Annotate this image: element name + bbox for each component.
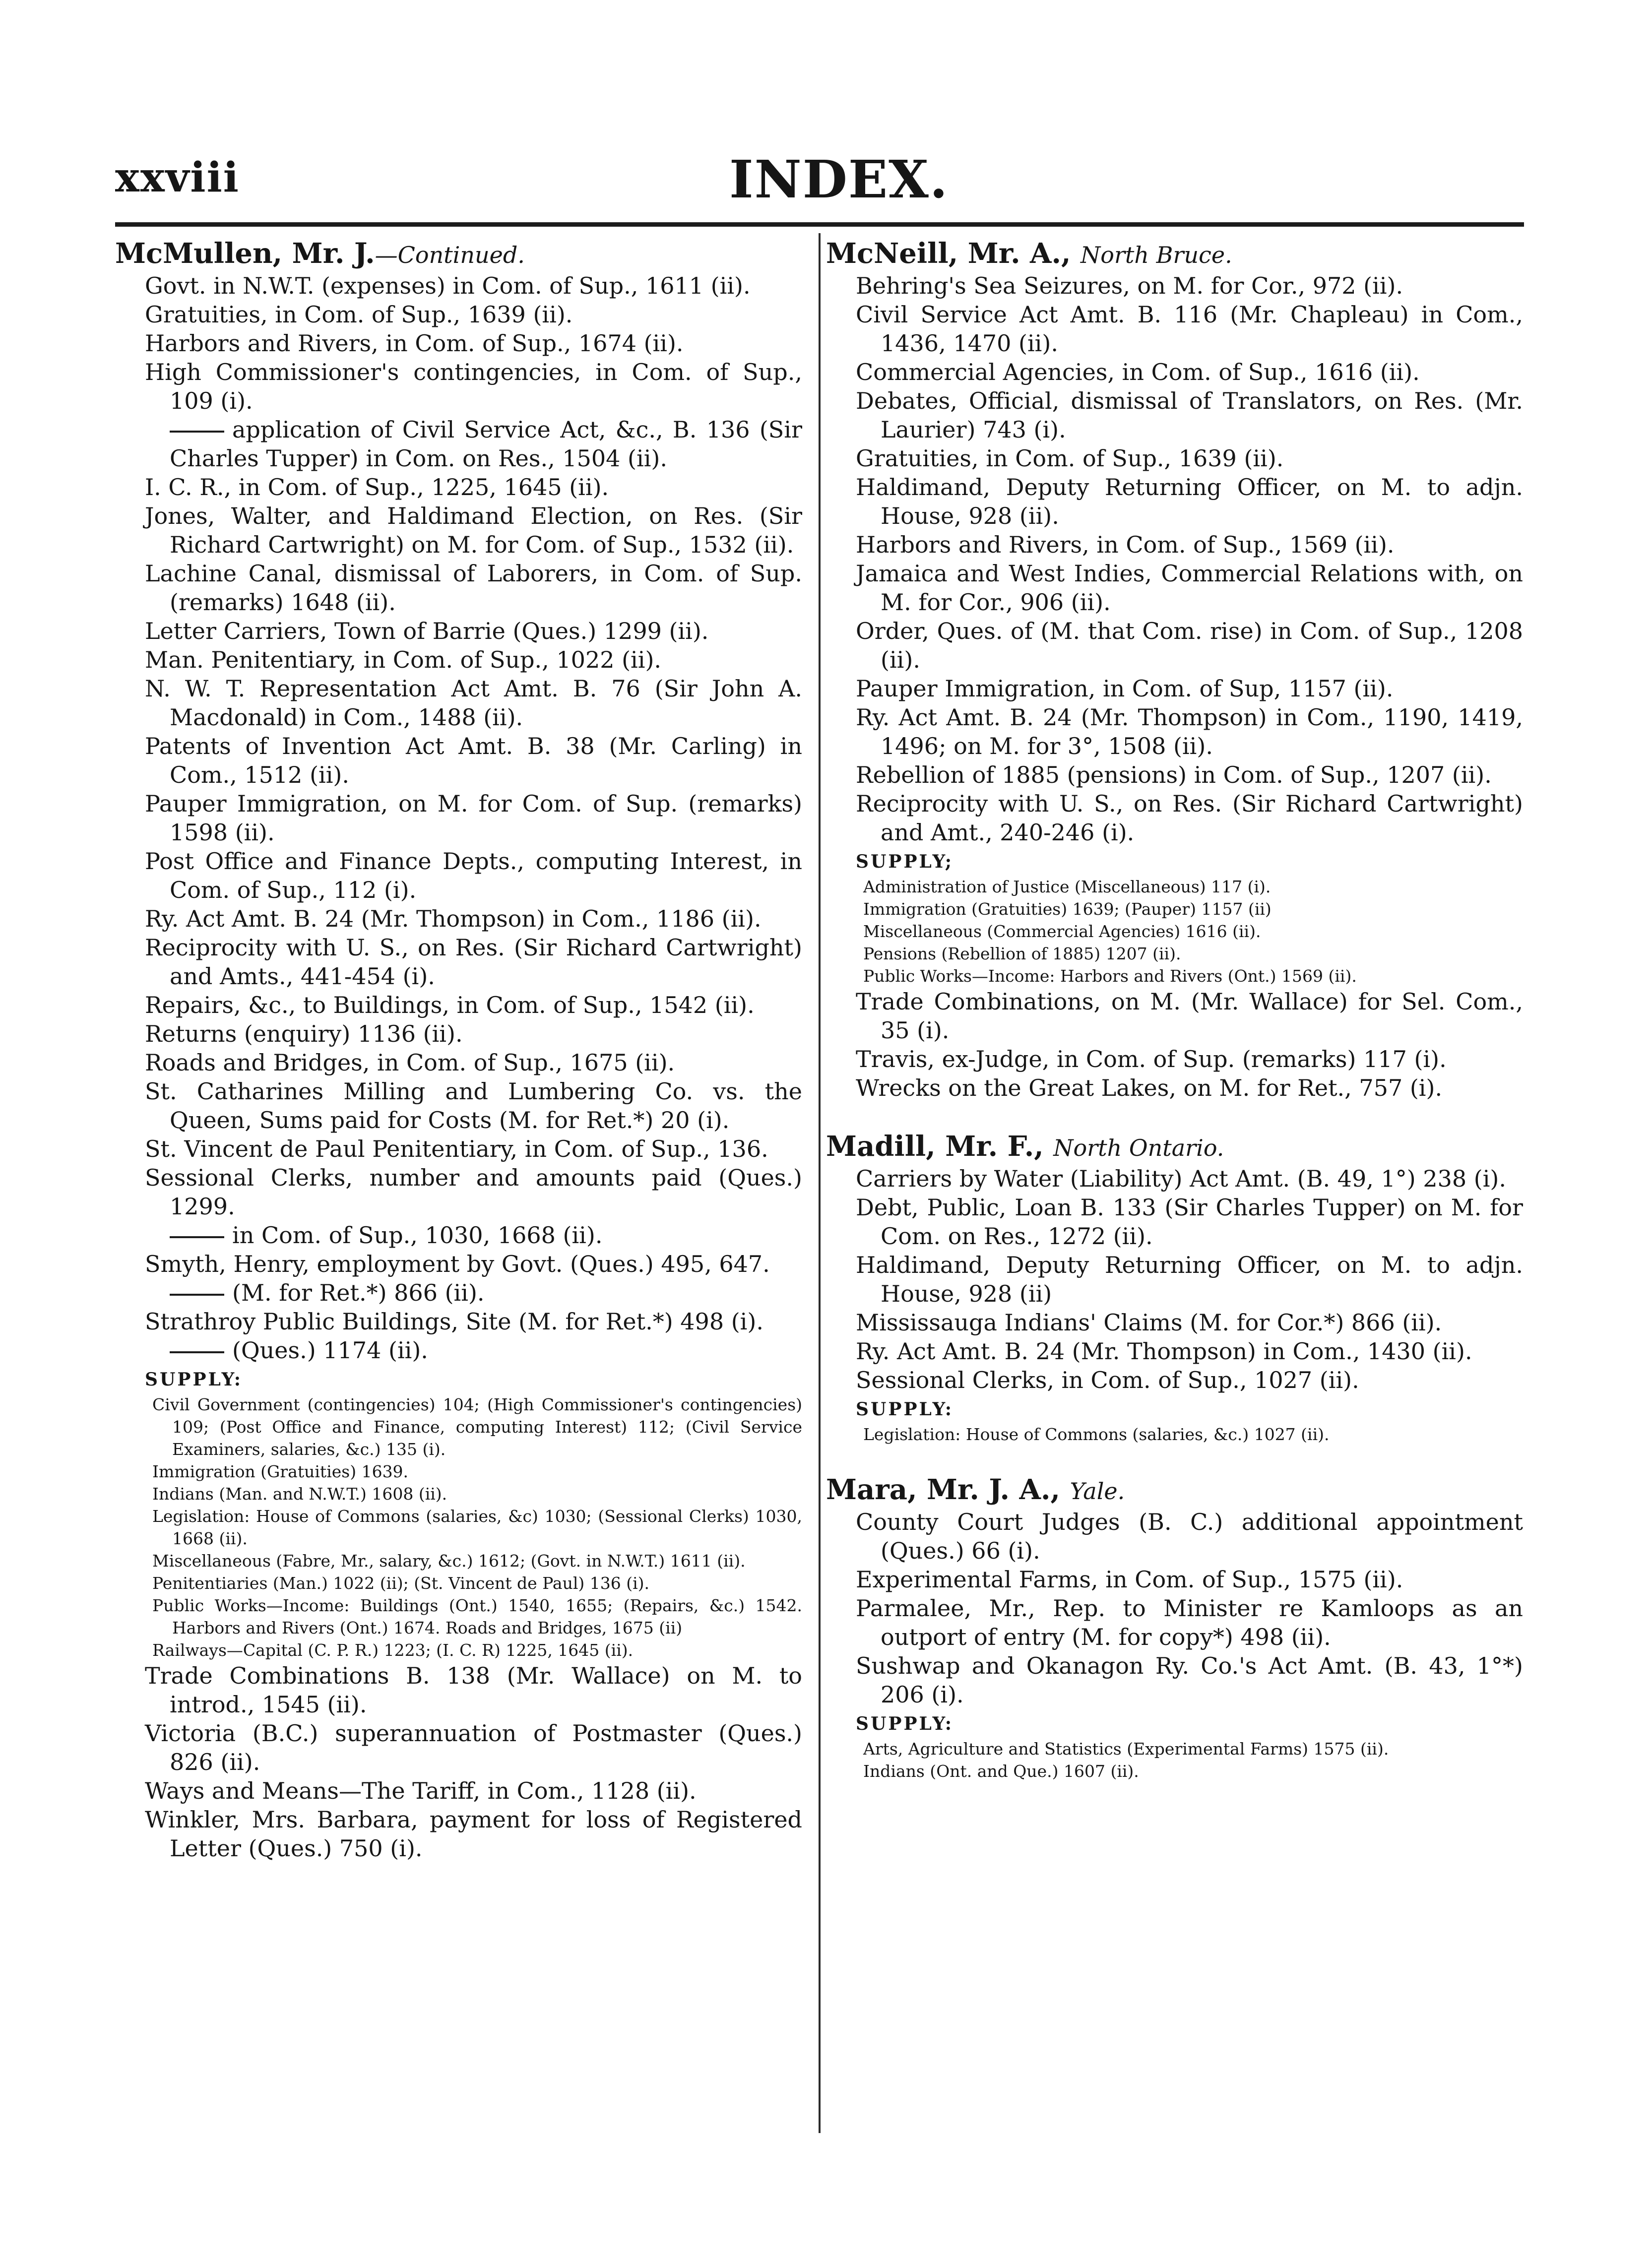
supply-entry: Public Works—Income: Buildings (Ont.) 1540, 1655; (Repairs, &c.) 1542. Harbors and Rivers (Ont.) 1674. Roads and Bridges, 1675 (ii) <box>152 1596 802 1637</box>
index-entry: St. Catharines Milling and Lumbering Co. vs. the Queen, Sums paid for Costs (M. for Ret.*) 20 (i). <box>145 1078 802 1134</box>
index-entry: Roads and Bridges, in Com. of Sup., 1675 (ii). <box>145 1049 675 1076</box>
supply-entry: Civil Government (contingencies) 104; (High Commissioner's contingencies) 109; (Post Office and Finance, computing Interest) 112; (Civil Service Examiners, salaries, &c.) 135 (i). <box>152 1395 802 1459</box>
supply-entry: Indians (Man. and N.W.T.) 1608 (ii). <box>152 1484 447 1504</box>
supply-heading: SUPPLY; <box>856 851 954 872</box>
index-entry: Wrecks on the Great Lakes, on M. for Ret., 757 (i). <box>856 1074 1443 1101</box>
supply-entry: Immigration (Gratuities) 1639; (Pauper) 1157 (ii) <box>863 899 1271 919</box>
index-entry: Jamaica and West Indies, Commercial Relations with, on M. for Cor., 906 (ii). <box>856 560 1523 616</box>
index-entry: Repairs, &c., to Buildings, in Com. of Sup., 1542 (ii). <box>145 992 755 1018</box>
entry-text: (Ques.) 1174 (ii). <box>232 1337 428 1364</box>
supply-entry: Arts, Agriculture and Statistics (Experimental Farms) 1575 (ii). <box>863 1739 1389 1759</box>
index-entry-continuation <box>115 1221 802 1250</box>
member-name: McMullen, Mr. J. <box>115 237 375 270</box>
index-entry: St. Vincent de Paul Penitentiary, in Com. of Sup., 136. <box>145 1135 768 1162</box>
index-entry: Trade Combinations B. 138 (Mr. Wallace) on M. to introd., 1545 (ii). <box>145 1662 802 1718</box>
index-entry: Harbors and Rivers, in Com. of Sup., 1674 (ii). <box>145 330 684 357</box>
index-entry-continuation <box>115 1336 802 1365</box>
right-column <box>826 237 1523 1782</box>
member-heading <box>826 1473 1523 1508</box>
supply-entry: Railways—Capital (C. P. R.) 1223; (I. C. R) 1225, 1645 (ii). <box>152 1640 634 1660</box>
member-constituency: North Bruce. <box>1080 242 1232 268</box>
index-entry: Reciprocity with U. S., on Res. (Sir Richard Cartwright) and Amts., 441-454 (i). <box>145 934 802 990</box>
index-entry: Pauper Immigration, in Com. of Sup, 1157 (ii). <box>856 675 1394 702</box>
supply-heading: SUPPLY: <box>856 1399 954 1420</box>
ditto-dash <box>170 1294 224 1296</box>
index-entry: Strathroy Public Buildings, Site (M. for Ret.*) 498 (i). <box>145 1308 763 1335</box>
entry-text: in Com. of Sup., 1030, 1668 (ii). <box>232 1222 603 1249</box>
index-entry: Victoria (B.C.) superannuation of Postmaster (Ques.) 826 (ii). <box>145 1720 802 1775</box>
index-entry: Post Office and Finance Depts., computing Interest, in Com. of Sup., 112 (i). <box>145 848 802 903</box>
supply-entry: Miscellaneous (Commercial Agencies) 1616 (ii). <box>863 922 1261 941</box>
index-entry: Man. Penitentiary, in Com. of Sup., 1022 (ii). <box>145 646 662 673</box>
index-entry: Ways and Means—The Tariff, in Com., 1128 (ii). <box>145 1777 697 1804</box>
index-entry: Sessional Clerks, in Com. of Sup., 1027 (ii). <box>856 1367 1359 1393</box>
supply-entry: Immigration (Gratuities) 1639. <box>152 1462 409 1481</box>
member-name: Mara, Mr. J. A., <box>826 1473 1060 1506</box>
page-number: xxviii <box>115 154 240 201</box>
supply-entry: Administration of Justice (Miscellaneous) 117 (i). <box>863 877 1271 896</box>
index-entry: N. W. T. Representation Act Amt. B. 76 (Sir John A. Macdonald) in Com., 1488 (ii). <box>145 675 802 731</box>
index-entry: Ry. Act Amt. B. 24 (Mr. Thompson) in Com., 1430 (ii). <box>856 1338 1472 1365</box>
index-entry: Lachine Canal, dismissal of Laborers, in Com. of Sup. (remarks) 1648 (ii). <box>145 560 802 616</box>
index-entry: Sessional Clerks, number and amounts paid (Ques.) 1299. <box>145 1164 802 1220</box>
index-entry: Jones, Walter, and Haldimand Election, on Res. (Sir Richard Cartwright) on M. for Com. of Sup., 1532 (ii). <box>145 503 802 558</box>
index-entry: Order, Ques. of (M. that Com. rise) in Com. of Sup., 1208 (ii). <box>856 618 1523 673</box>
index-entry: Ry. Act Amt. B. 24 (Mr. Thompson) in Com., 1186 (ii). <box>145 905 762 932</box>
index-entry: County Court Judges (B. C.) additional appointment (Ques.) 66 (i). <box>856 1509 1523 1564</box>
supply-entry: Penitentiaries (Man.) 1022 (ii); (St. Vincent de Paul) 136 (i). <box>152 1574 650 1593</box>
index-entry: Smyth, Henry, employment by Govt. (Ques.) 495, 647. <box>145 1251 770 1277</box>
index-entry: Winkler, Mrs. Barbara, payment for loss of Registered Letter (Ques.) 750 (i). <box>145 1806 802 1862</box>
supply-heading: SUPPLY: <box>856 1713 954 1734</box>
supply-entry: Legislation: House of Commons (salaries, &c.) 1027 (ii). <box>863 1425 1330 1444</box>
index-entry-continuation <box>115 415 802 473</box>
index-entry: Returns (enquiry) 1136 (ii). <box>145 1020 463 1047</box>
index-entry: I. C. R., in Com. of Sup., 1225, 1645 (ii). <box>145 474 609 501</box>
index-entry: Pauper Immigration, on M. for Com. of Sup. (remarks) 1598 (ii). <box>145 790 802 846</box>
member-constituency: North Ontario. <box>1053 1134 1224 1161</box>
supply-entry: Legislation: House of Commons (salaries, &c) 1030; (Sessional Clerks) 1030, 1668 (ii). <box>152 1507 802 1548</box>
member-continued: —Continued. <box>375 242 525 268</box>
index-entry: Civil Service Act Amt. B. 116 (Mr. Chapleau) in Com., 1436, 1470 (ii). <box>856 301 1523 357</box>
index-entry: Parmalee, Mr., Rep. to Minister re Kamloops as an outport of entry (M. for copy*) 498 (ii). <box>856 1595 1523 1650</box>
index-entry-continuation <box>115 1278 802 1307</box>
supply-entry: Public Works—Income: Harbors and Rivers (Ont.) 1569 (ii). <box>863 966 1357 986</box>
section-gap <box>826 1446 1523 1473</box>
index-entry: Travis, ex-Judge, in Com. of Sup. (remarks) 117 (i). <box>856 1046 1447 1072</box>
index-entry: Ry. Act Amt. B. 24 (Mr. Thompson) in Com., 1190, 1419, 1496; on M. for 3°, 1508 (ii). <box>856 704 1523 759</box>
entry-text: application of Civil Service Act, &c., B. 136 (Sir Charles Tupper) in Com. on Res., 1504 (ii). <box>170 416 802 472</box>
member-heading <box>826 237 1523 271</box>
supply-entry: Miscellaneous (Fabre, Mr., salary, &c.) 1612; (Govt. in N.W.T.) 1611 (ii). <box>152 1551 746 1571</box>
section-gap <box>826 1102 1523 1130</box>
index-entry: Haldimand, Deputy Returning Officer, on M. to adjn. House, 928 (ii). <box>856 474 1523 529</box>
entry-text: (M. for Ret.*) 866 (ii). <box>232 1279 485 1306</box>
index-entry: Carriers by Water (Liability) Act Amt. (B. 49, 1°) 238 (i). <box>856 1165 1506 1192</box>
index-entry: Rebellion of 1885 (pensions) in Com. of Sup., 1207 (ii). <box>856 761 1492 788</box>
index-entry: Commercial Agencies, in Com. of Sup., 1616 (ii). <box>856 359 1420 385</box>
ditto-dash <box>170 1351 224 1353</box>
index-entry: Mississauga Indians' Claims (M. for Cor.*) 866 (ii). <box>856 1309 1442 1336</box>
index-entry: Letter Carriers, Town of Barrie (Ques.) 1299 (ii). <box>145 618 709 644</box>
member-constituency: Yale. <box>1070 1478 1125 1505</box>
member-heading <box>826 1130 1523 1164</box>
index-entry: Haldimand, Deputy Returning Officer, on M. to adjn. House, 928 (ii) <box>856 1252 1523 1307</box>
index-entry: Debt, Public, Loan B. 133 (Sir Charles Tupper) on M. for Com. on Res., 1272 (ii). <box>856 1194 1523 1250</box>
index-entry: Experimental Farms, in Com. of Sup., 1575 (ii). <box>856 1566 1403 1593</box>
index-entry: Gratuities, in Com. of Sup., 1639 (ii). <box>145 301 573 328</box>
supply-entry: Pensions (Rebellion of 1885) 1207 (ii). <box>863 944 1181 963</box>
member-name: Madill, Mr. F., <box>826 1130 1044 1163</box>
page-title: INDEX. <box>729 149 949 210</box>
supply-heading: SUPPLY: <box>145 1369 243 1390</box>
supply-entry: Indians (Ont. and Que.) 1607 (ii). <box>863 1762 1139 1781</box>
index-entry: Harbors and Rivers, in Com. of Sup., 1569 (ii). <box>856 531 1395 558</box>
column-divider <box>819 233 821 2133</box>
index-entry: Gratuities, in Com. of Sup., 1639 (ii). <box>856 445 1284 472</box>
index-entry: Sushwap and Okanagon Ry. Co.'s Act Amt. (B. 43, 1°*) 206 (i). <box>856 1652 1523 1708</box>
ditto-dash <box>170 1236 224 1238</box>
left-column <box>115 237 802 1863</box>
index-entry: High Commissioner's contingencies, in Com. of Sup., 109 (i). <box>145 359 802 414</box>
ditto-dash <box>170 431 224 433</box>
index-entry: Patents of Invention Act Amt. B. 38 (Mr. Carling) in Com., 1512 (ii). <box>145 733 802 788</box>
member-heading <box>115 237 802 271</box>
index-entry: Reciprocity with U. S., on Res. (Sir Richard Cartwright) and Amt., 240-246 (i). <box>856 790 1523 846</box>
index-entry: Trade Combinations, on M. (Mr. Wallace) for Sel. Com., 35 (i). <box>856 988 1523 1044</box>
member-name: McNeill, Mr. A., <box>826 237 1071 270</box>
index-entry: Debates, Official, dismissal of Translators, on Res. (Mr. Laurier) 743 (i). <box>856 387 1523 443</box>
index-entry: Govt. in N.W.T. (expenses) in Com. of Sup., 1611 (ii). <box>145 272 751 299</box>
index-entry: Behring's Sea Seizures, on M. for Cor., 972 (ii). <box>856 272 1403 299</box>
header-rule <box>115 222 1524 227</box>
